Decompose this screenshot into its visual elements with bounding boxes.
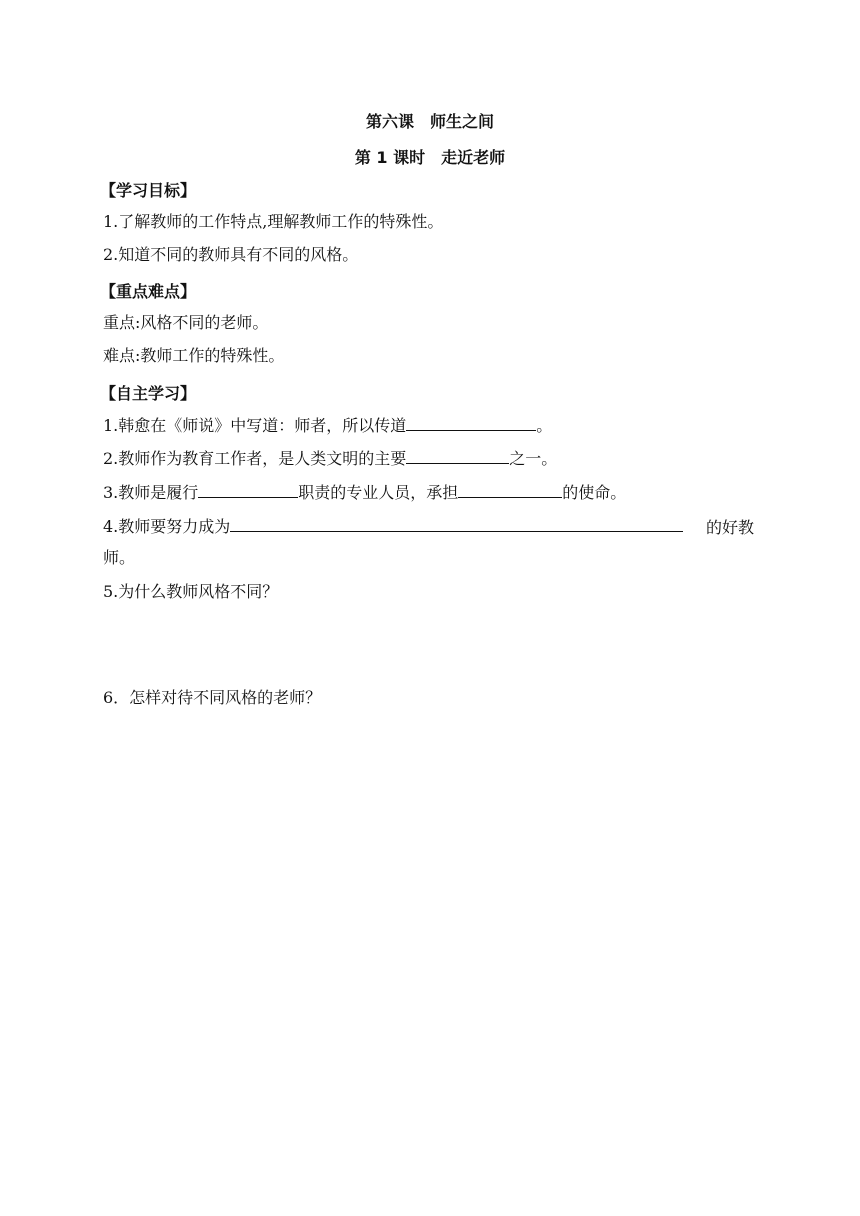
question-3-prefix: 3.教师是履行 xyxy=(103,483,199,502)
question-2-prefix: 2.教师作为教育工作者，是人类文明的主要 xyxy=(103,449,407,468)
question-4-wrap: 师。 xyxy=(103,548,136,567)
question-4 xyxy=(103,515,683,537)
goals-heading: 【学习目标】 xyxy=(100,181,197,200)
question-4-prefix: 4.教师要努力成为 xyxy=(103,517,231,536)
question-3-suffix: 的使命。 xyxy=(562,483,627,502)
selfstudy-heading: 【自主学习】 xyxy=(100,384,197,403)
answer-blank-1[interactable] xyxy=(406,414,536,431)
keypoint-item: 重点:风格不同的老师。 xyxy=(103,313,269,332)
question-1 xyxy=(103,414,552,436)
lesson-title: 第六课 师生之间 xyxy=(365,112,494,131)
keypoints-heading: 【重点难点】 xyxy=(100,282,197,301)
answer-blank-4[interactable] xyxy=(230,515,683,532)
goal-item: 1.了解教师的工作特点,理解教师工作的特殊性。 xyxy=(103,212,444,231)
question-2-suffix: 之一。 xyxy=(509,449,558,468)
goal-item: 2.知道不同的教师具有不同的风格。 xyxy=(103,245,359,264)
answer-blank-3b[interactable] xyxy=(458,481,562,498)
question-3-middle: 职责的专业人员，承担 xyxy=(298,483,459,502)
keypoint-item: 难点:教师工作的特殊性。 xyxy=(103,346,285,365)
question-3 xyxy=(103,481,626,503)
lesson-subtitle: 第 1 课时 走近老师 xyxy=(354,148,506,167)
question-5: 5.为什么教师风格不同？ xyxy=(103,582,279,601)
answer-blank-3a[interactable] xyxy=(198,481,298,498)
question-2 xyxy=(103,447,557,469)
question-6: 6．怎样对待不同风格的老师？ xyxy=(103,688,322,707)
question-1-prefix: 1.韩愈在《师说》中写道：师者，所以传道 xyxy=(103,416,407,435)
question-4-suffix: 的好教 xyxy=(706,518,755,537)
question-1-suffix: 。 xyxy=(536,416,553,435)
answer-blank-2[interactable] xyxy=(406,447,509,464)
